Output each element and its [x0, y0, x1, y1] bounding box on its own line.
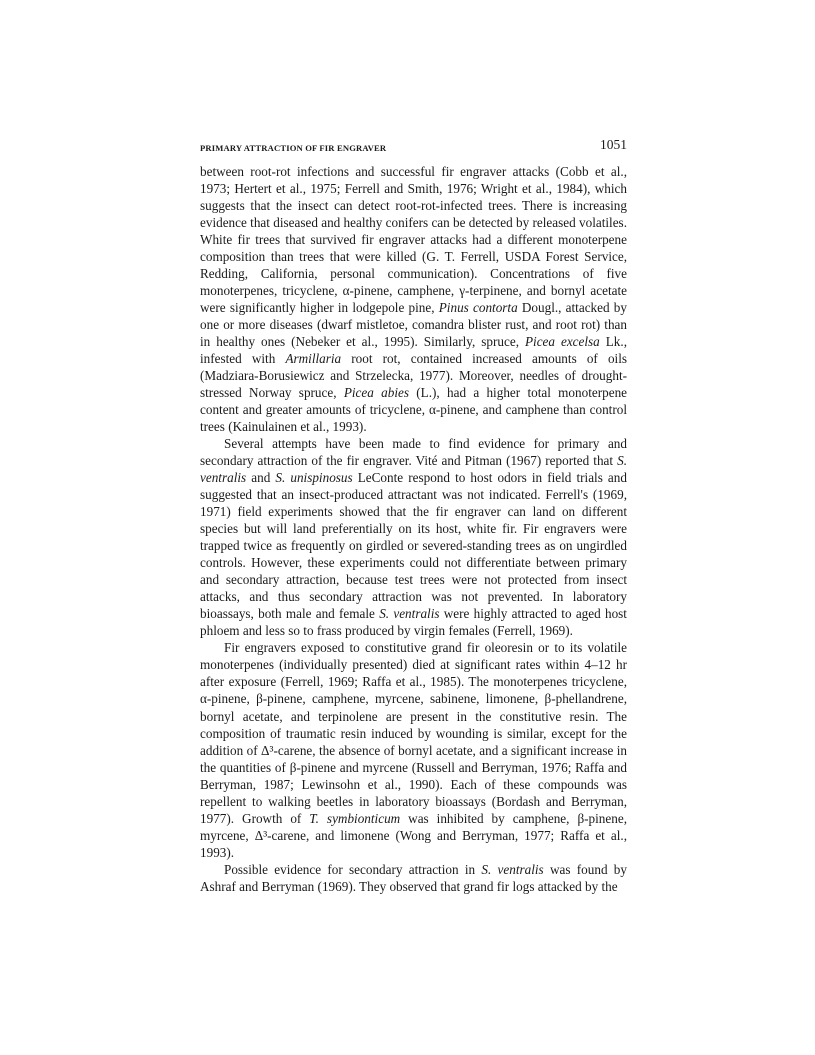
- body-text: [200, 163, 627, 895]
- italic-text: Pinus contorta: [438, 300, 518, 316]
- running-head: PRIMARY ATTRACTION OF FIR ENGRAVER: [200, 143, 387, 153]
- text-run: was inhibited by camphene, β-pinene, myrcene, Δ³-carene, and limonene (Wong and Berryman, 1977; Raffa et al., 1993).: [200, 810, 627, 860]
- body-paragraph: [200, 435, 627, 639]
- text-run: Possible evidence for secondary attraction in: [224, 861, 482, 877]
- body-paragraph: [200, 861, 627, 895]
- italic-text: S. unispinosus: [275, 470, 353, 486]
- text-run: LeConte respond to host odors in field trials and suggested that an insect-produced attractant was not indicated. Ferrell's (1969, 1971) field experiments showed that the fir engraver can land on different species but will land preferentially on its host, white fir. Fir engravers were trapped twice as frequently on girdled or severed-standing trees as on ungirdled controls. However, these experiments could not differentiate between primary and secondary attraction, because test trees were not protected from insect attacks, and thus secondary attraction was not prevented. In laboratory bioassays, both male and female: [200, 470, 627, 622]
- text-run: was found by Ashraf and Berryman (1969). They observed that grand fir logs attacked by the: [200, 861, 627, 894]
- italic-text: S. ventralis: [481, 861, 544, 877]
- italic-text: S. ventralis: [200, 453, 627, 486]
- text-run: (L.), had a higher total monoterpene content and greater amounts of tricyclene, α-pinene, and camphene than control trees (Kainulainen et al., 1993).: [200, 385, 628, 435]
- page-header: [200, 137, 627, 157]
- text-run: were highly attracted to aged host phloem and less so to frass produced by virgin females (Ferrell, 1969).: [200, 606, 627, 639]
- italic-text: Picea excelsa: [524, 334, 600, 350]
- text-run: Dougl., attacked by one or more diseases (dwarf mistletoe, comandra blister rust, and root rot) than in healthy ones (Nebeker et al., 1995). Similarly, spruce,: [200, 300, 627, 350]
- italic-text: T. symbionticum: [309, 810, 401, 826]
- text-run: between root-rot infections and successful fir engraver attacks (Cobb et al., 1973; Hertert et al., 1975; Ferrell and Smith, 1976; Wright et al., 1984), which suggests that the insect can detect root-rot-infected trees. There is increasing evidence that diseased and healthy conifers can be detected by released volatiles. White fir trees that survived fir engraver attacks had a different monoterpene composition than trees that were killed (G. T. Ferrell, USDA Forest Service, Redding, California, personal communication). Concentrations of five monoterpenes, tricyclene, α-pinene, camphene, γ-terpinene, and bornyl acetate were significantly higher in lodgepole pine,: [200, 164, 627, 316]
- text-run: Lk., infested with: [200, 334, 627, 367]
- italic-text: Armillaria: [285, 351, 342, 367]
- page-number: 1051: [600, 137, 627, 152]
- text-run: Several attempts have been made to find evidence for primary and secondary attraction of the fir engraver. Vité and Pitman (1967) reported that: [200, 436, 627, 469]
- text-run: Fir engravers exposed to constitutive grand fir oleoresin or to its volatile monoterpenes (individually presented) died at significant rates within 4–12 hr after exposure (Ferrell, 1969; Raffa et al., 1985). The monoterpenes tricyclene, α-pinene, β-pinene, camphene, myrcene, sabinene, limonene, β-phellandrene, bornyl acetate, and terpinolene are present in the constitutive resin. The composition of traumatic resin induced by wounding is similar, except for the addition of Δ³-carene, the absence of bornyl acetate, and a significant increase in the quantities of β-pinene and myrcene (Russell and Berryman, 1976; Raffa and Berryman, 1987; Lewinsohn et al., 1990). Each of these compounds was repellent to walking beetles in laboratory bioassays (Bordash and Berryman, 1977). Growth of: [200, 640, 627, 826]
- text-run: root rot, contained increased amounts of oils (Madziara-Borusiewicz and Strzelecka, 1977). Moreover, needles of drought-stressed Norway spruce,: [200, 351, 627, 401]
- text-run: and: [246, 470, 276, 486]
- italic-text: Picea abies: [343, 385, 409, 401]
- body-paragraph: [200, 163, 627, 435]
- body-paragraph: [200, 639, 627, 860]
- italic-text: S. ventralis: [379, 606, 440, 622]
